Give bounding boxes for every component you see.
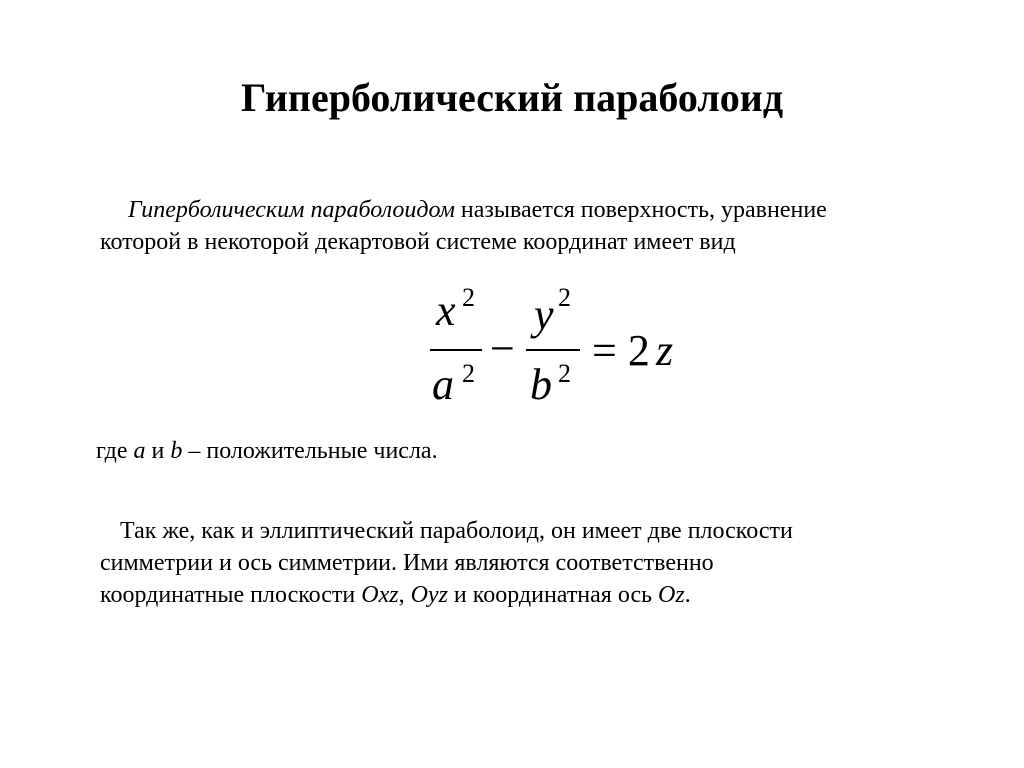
axis-oz: Oz xyxy=(658,582,685,608)
minus-sign: − xyxy=(490,324,515,373)
denominator-a: a xyxy=(432,360,454,409)
definition-text-1: называется поверхность, уравнение xyxy=(454,197,827,223)
separator: , xyxy=(398,582,411,608)
denominator-a-exponent: 2 xyxy=(462,359,475,388)
equals-two: = 2 xyxy=(592,326,650,375)
fraction-bar-1 xyxy=(430,349,482,351)
symmetry-paragraph xyxy=(100,515,960,611)
equation xyxy=(420,285,720,415)
condition-paragraph xyxy=(96,435,896,467)
var-b: b xyxy=(170,438,183,464)
symmetry-line-3-mid: и координатная ось xyxy=(447,582,659,608)
numerator-x-exponent: 2 xyxy=(462,283,475,312)
condition-and: и xyxy=(145,438,171,464)
condition-suffix: – положительные числа. xyxy=(182,438,438,464)
definition-paragraph xyxy=(100,194,980,258)
fraction-bar-2 xyxy=(526,349,580,351)
plane-oxz: Oxz xyxy=(361,582,399,608)
denominator-b: b xyxy=(530,360,552,409)
numerator-y-exponent: 2 xyxy=(558,283,571,312)
denominator-b-exponent: 2 xyxy=(558,359,571,388)
var-a: a xyxy=(133,438,146,464)
defined-term: Гиперболическим параболоидом xyxy=(128,197,455,223)
symmetry-line-3-prefix: координатные плоскости xyxy=(100,582,362,608)
symmetry-line-2: симметрии и ось симметрии. Ими являются соответственно xyxy=(100,550,714,576)
numerator-y: y xyxy=(534,290,554,339)
plane-oyz: Oyz xyxy=(410,582,448,608)
slide-title: Гиперболический параболоид xyxy=(240,75,784,120)
variable-z: z xyxy=(656,326,674,375)
symmetry-line-3-end: . xyxy=(684,582,691,608)
symmetry-line-1: Так же, как и эллиптический параболоид, он имеет две плоскости xyxy=(120,518,793,544)
definition-text-2: которой в некоторой декартовой системе координат имеет вид xyxy=(100,229,736,255)
numerator-x: x xyxy=(436,286,456,335)
condition-prefix: где xyxy=(96,438,134,464)
